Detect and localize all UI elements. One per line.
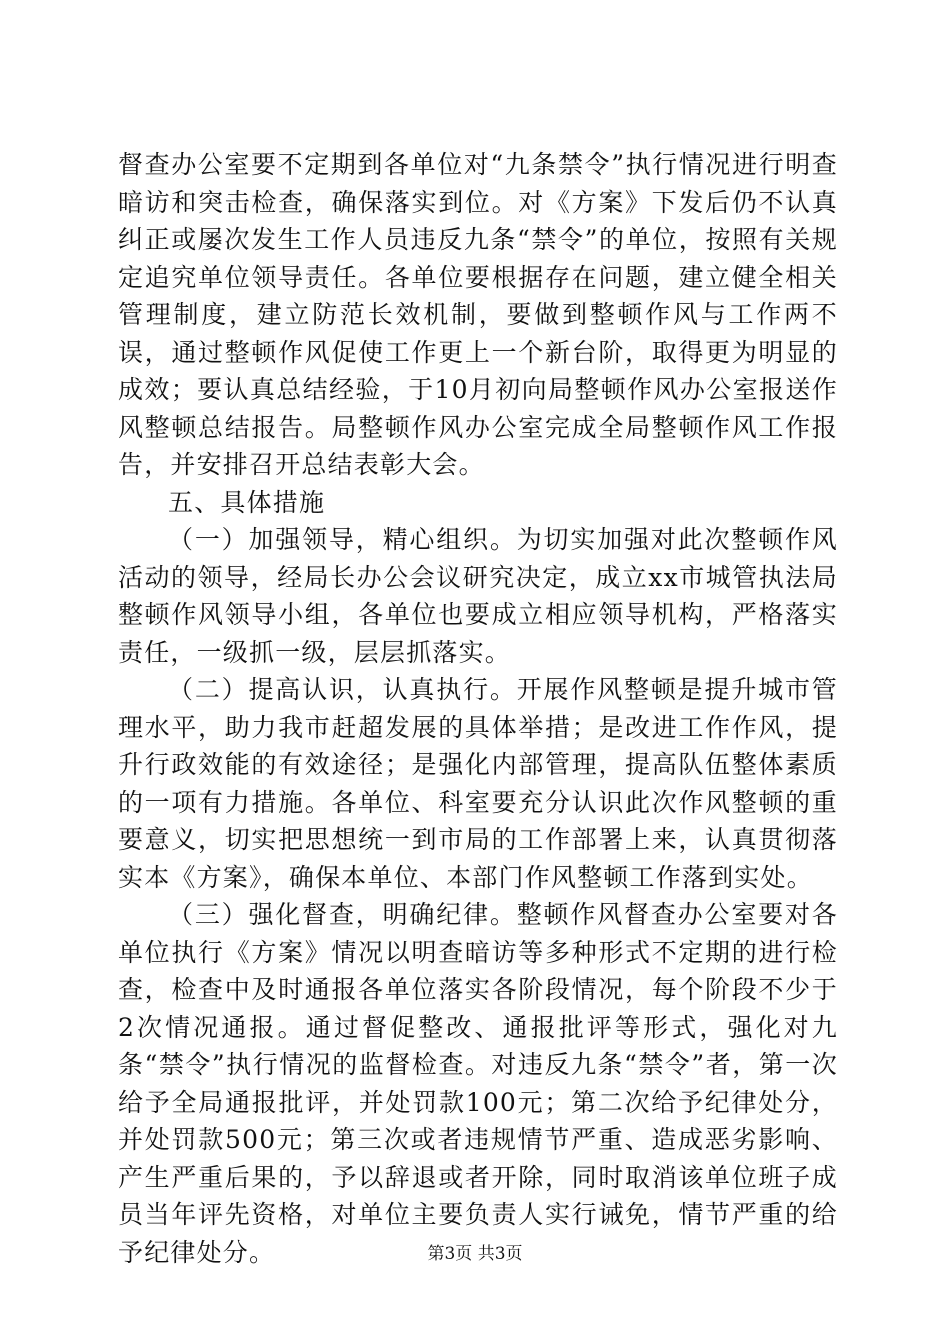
document-body bbox=[118, 146, 838, 1271]
paragraph-continuation: 督查办公室要不定期到各单位对“九条禁令”执行情况进行明查暗访和突击检查，确保落实到位。对《方案》下发后仍不认真纠正或屡次发生工作人员违反九条“禁令”的单位，按照有关规定追究单位领导责任。各单位要根据存在问题，建立健全相关管理制度，建立防范长效机制，要做到整顿作风与工作两不误，通过整顿作风促使工作更上一个新台阶，取得更为明显的成效；要认真总结经验，于10月初向局整顿作风办公室报送作风整顿总结报告。局整顿作风办公室完成全局整顿作风工作报告，并安排召开总结表彰大会。 bbox=[118, 150, 838, 479]
paragraph-measure-2: （二）提高认识，认真执行。开展作风整顿是提升城市管理水平，助力我市赶超发展的具体举措；是改进工作作风，提升行政效能的有效途径；是强化内部管理，提高队伍整体素质的一项有力措施。各单位、科室要充分认识此次作风整顿的重要意义，切实把思想统一到市局的工作部署上来，认真贯彻落实本《方案》，确保本单位、本部门作风整顿工作落到实处。 bbox=[118, 675, 838, 892]
paragraph-measure-3: （三）强化督查，明确纪律。整顿作风督查办公室要对各单位执行《方案》情况以明查暗访等多种形式不定期的进行检查，检查中及时通报各单位落实各阶段情况，每个阶段不少于2次情况通报。通过督促整改、通报批评等形式，强化对九条“禁令”执行情况的监督检查。对违反九条“禁令”者，第一次给予全局通报批评，并处罚款100元；第二次给予纪律处分，并处罚款500元；第三次或者违规情节严重、造成恶劣影响、产生严重后果的，予以辞退或者开除，同时取消该单位班子成员当年评先资格，对单位主要负责人实行诫免，情节严重的给予纪律处分。 bbox=[118, 900, 838, 1267]
page-footer: 第3页 共3页 bbox=[427, 1244, 523, 1264]
section-heading-measures: 五、具体措施 bbox=[168, 487, 326, 517]
paragraph-measure-1: （一）加强领导，精心组织。为切实加强对此次整顿作风活动的领导，经局长办公会议研究决定，成立xx市城管执法局整顿作风领导小组，各单位也要成立相应领导机构，严格落实责任，一级抓一级，层层抓落实。 bbox=[118, 525, 838, 667]
